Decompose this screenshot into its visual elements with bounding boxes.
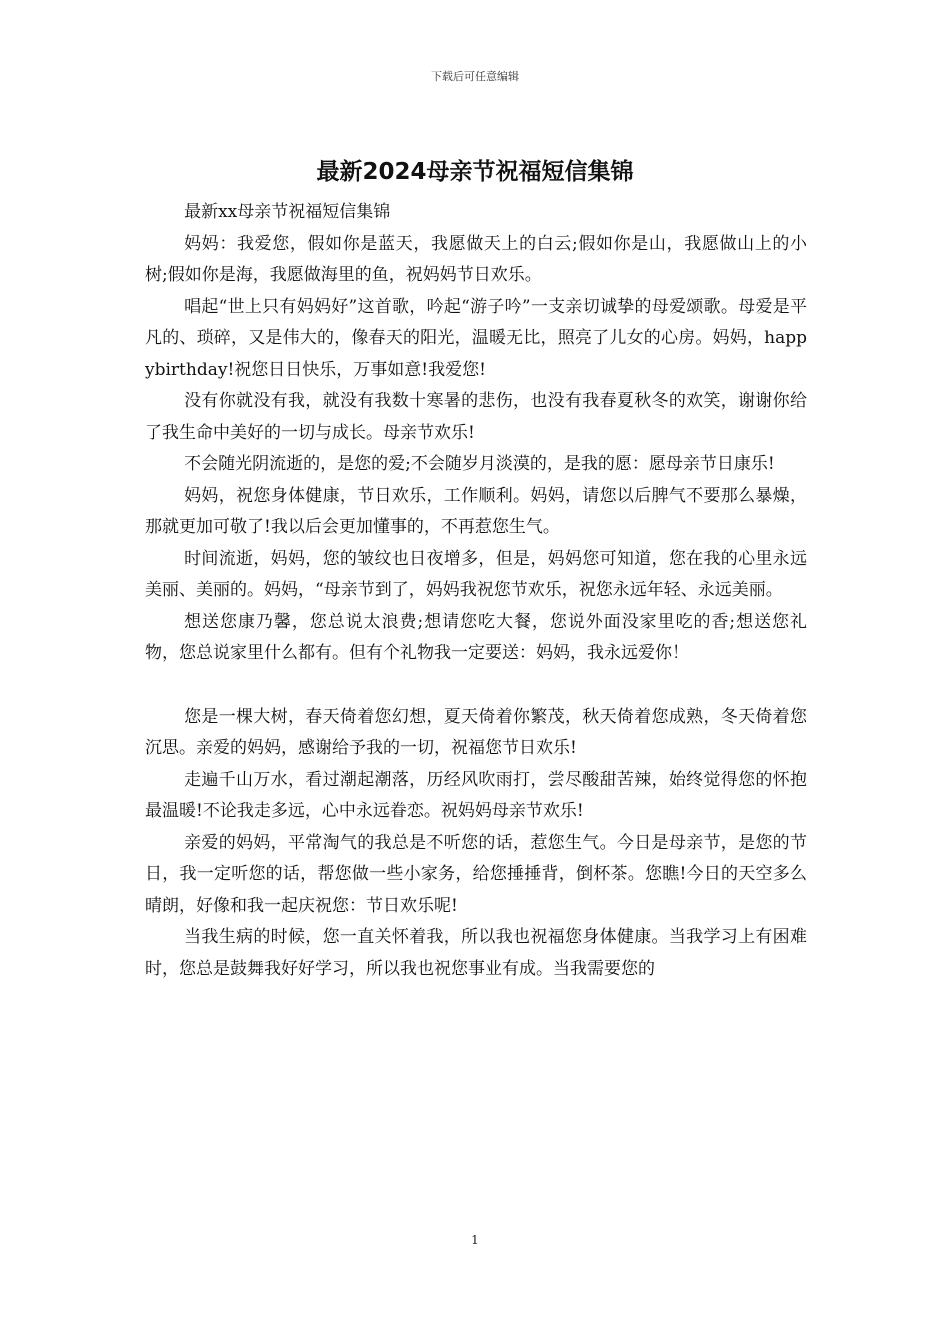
paragraph: 亲爱的妈妈，平常淘气的我总是不听您的话，惹您生气。今日是母亲节，是您的节日，我一定听您的话，帮您做一些小家务，给您捶捶背，倒杯茶。您瞧!今日的天空多么晴朗，好像和我一起庆祝您：节日欢乐呢! xyxy=(145,832,807,916)
paragraph: 走遍千山万水，看过潮起潮落，历经风吹雨打，尝尽酸甜苦辣，始终觉得您的怀抱最温暖!不论我走多远，心中永远眷恋。祝妈妈母亲节欢乐! xyxy=(145,769,807,821)
paragraph: 想送您康乃馨，您总说太浪费;想请您吃大餐，您说外面没家里吃的香;想送您礼物，您总说家里什么都有。但有个礼物我一定要送：妈妈，我永远爱你！ xyxy=(145,611,807,663)
paragraph: 当我生病的时候，您一直关怀着我，所以我也祝福您身体健康。当我学习上有困难时，您总是鼓舞我好好学习，所以我也祝您事业有成。当我需要您的 xyxy=(145,927,807,979)
header-note: 下载后可任意编辑 xyxy=(431,70,519,83)
page-number: 1 xyxy=(471,1233,479,1247)
paragraph: 您是一棵大树，春天倚着您幻想，夏天倚着你繁茂，秋天倚着您成熟，冬天倚着您沉思。亲爱的妈妈，感谢给予我的一切，祝福您节日欢乐! xyxy=(145,706,807,758)
paragraph: 妈妈，祝您身体健康，节日欢乐，工作顺利。妈妈，请您以后脾气不要那么暴燥，那就更加可敬了!我以后会更加懂事的，不再惹您生气。 xyxy=(145,485,807,537)
paragraph: 没有你就没有我，就没有我数十寒暑的悲伤，也没有我春夏秋冬的欢笑，谢谢你给了我生命中美好的一切与成长。母亲节欢乐! xyxy=(145,391,807,443)
document-body xyxy=(145,197,807,985)
paragraph: 妈妈：我爱您，假如你是蓝天，我愿做天上的白云;假如你是山，我愿做山上的小树;假如你是海，我愿做海里的鱼，祝妈妈节日欢乐。 xyxy=(145,233,807,285)
document-title: 最新2024母亲节祝福短信集锦 xyxy=(316,159,634,185)
paragraph: 时间流逝，妈妈，您的皱纹也日夜增多，但是，妈妈您可知道，您在我的心里永远美丽、美丽的。妈妈，“母亲节到了，妈妈我祝您节欢乐，祝您永远年轻、永远美丽。 xyxy=(145,548,807,600)
paragraph: 不会随光阴流逝的，是您的爱;不会随岁月淡漠的，是我的愿：愿母亲节日康乐! xyxy=(184,454,775,474)
paragraph: 唱起“世上只有妈妈好”这首歌，吟起“游子吟”一支亲切诚挚的母爱颂歌。母爱是平凡的、琐碎，又是伟大的，像春天的阳光，温暖无比，照亮了儿女的心房。妈妈，happybirthday!祝您日日快乐，万事如意!我爱您! xyxy=(145,296,807,380)
paragraph: 最新xx母亲节祝福短信集锦 xyxy=(184,202,391,222)
